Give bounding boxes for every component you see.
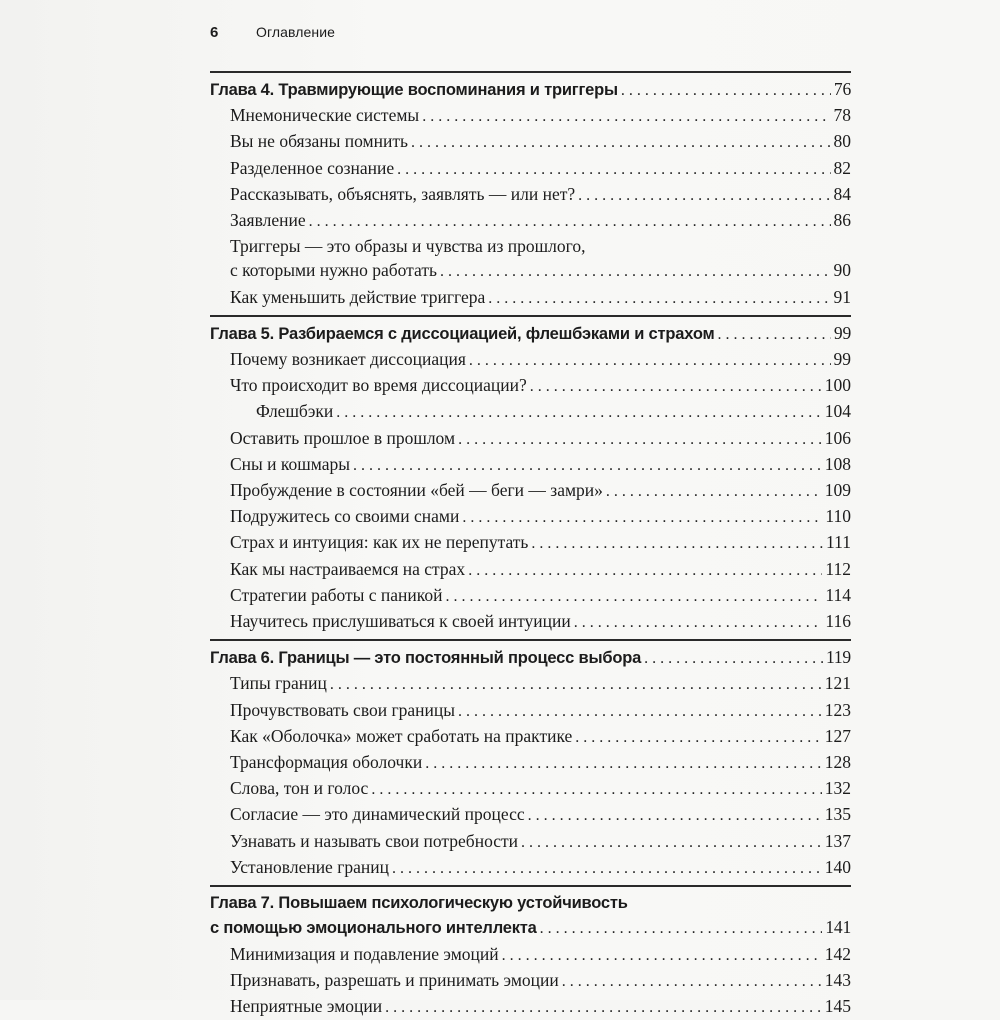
- toc-entry-label: Глава 4. Травмирующие воспоминания и триггеры: [210, 81, 618, 99]
- toc-entry-label: Флешбэки: [256, 401, 334, 422]
- toc-section-entry: [210, 583, 851, 609]
- toc-section-entry: [210, 724, 851, 750]
- toc-entry-label: Научитесь прислушиваться к своей интуиции: [230, 611, 571, 632]
- running-head: [210, 20, 850, 44]
- toc-entry-label: Как мы настраиваемся на страх: [230, 558, 466, 579]
- toc-section-entry: [210, 258, 851, 284]
- toc-page-number: 143: [824, 969, 851, 990]
- toc-entry-label: Стратегии работы с паникой: [230, 584, 443, 605]
- toc-page-number: 116: [825, 611, 851, 632]
- toc-entry-label: Слова, тон и голос: [230, 778, 369, 799]
- toc-page-number: 84: [833, 183, 851, 204]
- toc-section-entry: [210, 103, 851, 129]
- dot-leader: [392, 857, 822, 881]
- toc-entry-label: Неприятные эмоции: [230, 995, 383, 1016]
- toc-page-number: 132: [824, 778, 851, 799]
- toc-entry-label: Почему возникает диссоциация: [230, 349, 466, 370]
- toc-entry-label: Типы границ: [230, 673, 327, 694]
- toc-page-number: 128: [824, 752, 851, 773]
- toc-section-entry: [210, 994, 851, 1020]
- chapter-divider: [210, 885, 851, 887]
- dot-leader: [446, 585, 823, 609]
- dot-leader: [462, 506, 822, 530]
- dot-leader: [606, 480, 822, 504]
- toc-page-number: 110: [825, 506, 851, 527]
- dot-leader: [411, 131, 831, 155]
- toc-page-number: 108: [824, 453, 851, 474]
- toc-page-number: 111: [826, 532, 851, 553]
- toc-section-entry: [210, 750, 851, 776]
- toc-section-entry: [210, 504, 851, 530]
- toc-chapter-entry: [210, 645, 851, 671]
- dot-leader: [458, 700, 822, 724]
- toc-section-entry: [210, 942, 851, 968]
- dot-leader: [422, 105, 830, 129]
- toc-section-entry: [210, 557, 851, 583]
- toc-section-entry: [210, 802, 851, 828]
- toc-section-entry: [210, 855, 851, 881]
- dot-leader: [425, 752, 822, 776]
- dot-leader: [621, 79, 831, 103]
- dot-leader: [468, 559, 822, 583]
- dot-leader: [488, 287, 830, 311]
- toc-section-entry: [210, 671, 851, 697]
- toc-page-number: 104: [824, 401, 851, 422]
- toc-entry-label: Подружитесь со своими снами: [230, 506, 460, 527]
- dot-leader: [540, 917, 823, 941]
- toc-page-number: 99: [833, 322, 851, 343]
- dot-leader: [458, 428, 822, 452]
- toc-entry-label: с помощью эмоционального интеллекта: [210, 919, 537, 938]
- dot-leader: [336, 401, 822, 425]
- toc-entry-label: Мнемонические системы: [230, 105, 420, 126]
- toc-section-entry: [210, 829, 851, 855]
- toc-page-number: 76: [833, 79, 851, 99]
- dot-leader: [330, 673, 822, 697]
- dot-leader: [644, 647, 823, 671]
- toc-page-number: 142: [824, 943, 851, 964]
- toc-page-number: 127: [824, 725, 851, 746]
- dot-leader: [718, 323, 831, 347]
- toc-section-entry: [210, 530, 851, 556]
- toc-page-number: 112: [825, 558, 851, 579]
- toc-section-entry: [210, 182, 851, 208]
- toc-page-number: 99: [833, 349, 851, 370]
- dot-leader: [530, 375, 822, 399]
- dot-leader: [528, 804, 822, 828]
- toc-chapter-entry: [210, 77, 851, 103]
- toc-section-entry: [210, 208, 851, 234]
- toc-entry-label: Пробуждение в состоянии «бей — беги — замри»: [230, 480, 603, 501]
- toc-entry-label: Глава 5. Разбираемся с диссоциацией, флешбэками и страхом: [210, 324, 715, 343]
- dot-leader: [353, 454, 822, 478]
- toc-page-number: 82: [833, 157, 851, 178]
- toc-entry-label: Узнавать и называть свои потребности: [230, 830, 519, 851]
- toc-page-number: 91: [833, 286, 851, 307]
- dot-leader: [578, 184, 830, 208]
- toc-page-number: 119: [825, 647, 851, 668]
- toc-chapter-entry: [210, 321, 851, 347]
- toc-section-entry: [210, 285, 851, 311]
- toc-section-entry: [210, 399, 851, 425]
- dot-leader: [440, 260, 831, 284]
- toc-entry-label: Триггеры — это образы и чувства из прошлого,: [230, 236, 586, 257]
- toc-chapter-entry: [210, 891, 851, 915]
- toc-entry-label: Вы не обязаны помнить: [230, 131, 408, 152]
- dot-leader: [309, 210, 831, 234]
- dot-leader: [575, 726, 821, 750]
- toc-section-entry: [210, 234, 851, 258]
- toc-page-number: 121: [824, 673, 851, 694]
- dot-leader: [562, 970, 822, 994]
- toc-page-number: 141: [825, 917, 851, 938]
- toc-section-entry: [210, 452, 851, 478]
- dot-leader: [371, 778, 821, 802]
- toc-entry-label: Прочувствовать свои границы: [230, 699, 456, 720]
- toc-entry-label: Что происходит во время диссоциации?: [230, 375, 527, 396]
- chapter-divider: [210, 71, 851, 73]
- toc-entry-label: Оставить прошлое в прошлом: [230, 427, 456, 448]
- toc-page-number: 135: [824, 804, 851, 825]
- table-of-contents: [210, 67, 851, 1020]
- toc-page-number: 86: [833, 210, 851, 231]
- page-number: 6: [210, 23, 219, 41]
- toc-entry-label: Заявление: [230, 210, 306, 231]
- toc-page-number: 140: [824, 856, 851, 877]
- toc-section-entry: [210, 129, 851, 155]
- toc-entry-label: Разделенное сознание: [230, 157, 395, 178]
- toc-section-entry: [210, 698, 851, 724]
- toc-entry-label: Глава 6. Границы — это постоянный процесс выбора: [210, 649, 642, 668]
- toc-entry-label: Страх и интуиция: как их не перепутать: [230, 532, 529, 553]
- toc-section-entry: [210, 609, 851, 635]
- toc-page-number: 100: [824, 375, 851, 396]
- dot-leader: [469, 349, 831, 373]
- chapter-divider: [210, 639, 851, 641]
- toc-entry-label: Установление границ: [230, 856, 389, 877]
- toc-entry-label: Как уменьшить действие триггера: [230, 286, 486, 307]
- dot-leader: [531, 532, 823, 556]
- running-head-title: Оглавление: [256, 24, 336, 40]
- toc-section-entry: [210, 347, 851, 373]
- toc-section-entry: [210, 968, 851, 994]
- toc-entry-label: Признавать, разрешать и принимать эмоции: [230, 969, 559, 990]
- toc-entry-label: Как «Оболочка» может сработать на практике: [230, 725, 573, 746]
- toc-page-number: 114: [825, 584, 851, 605]
- dot-leader: [521, 831, 822, 855]
- toc-page-number: 90: [833, 260, 851, 281]
- toc-page-number: 78: [833, 105, 851, 126]
- toc-page-number: 145: [824, 995, 851, 1016]
- toc-section-entry: [210, 776, 851, 802]
- toc-entry-label: Глава 7. Повышаем психологическую устойчивость: [210, 894, 628, 913]
- toc-section-entry: [210, 478, 851, 504]
- toc-page-number: 80: [833, 131, 851, 152]
- toc-entry-label: с которыми нужно работать: [230, 260, 437, 281]
- chapter-divider: [210, 315, 851, 317]
- toc-section-entry: [210, 156, 851, 182]
- toc-entry-label: Трансформация оболочки: [230, 752, 423, 773]
- toc-page-number: 123: [824, 699, 851, 720]
- toc-chapter-entry: [210, 915, 851, 941]
- toc-page-number: 106: [824, 427, 851, 448]
- toc-entry-label: Рассказывать, объяснять, заявлять — или нет?: [230, 183, 576, 204]
- toc-entry-label: Сны и кошмары: [230, 453, 350, 474]
- dot-leader: [502, 944, 822, 968]
- dot-leader: [397, 158, 830, 182]
- toc-page-number: 137: [824, 830, 851, 851]
- toc-section-entry: [210, 373, 851, 399]
- toc-entry-label: Согласие — это динамический процесс: [230, 804, 525, 825]
- toc-page-number: 109: [824, 480, 851, 501]
- dot-leader: [574, 611, 823, 635]
- toc-entry-label: Минимизация и подавление эмоций: [230, 943, 499, 964]
- toc-section-entry: [210, 426, 851, 452]
